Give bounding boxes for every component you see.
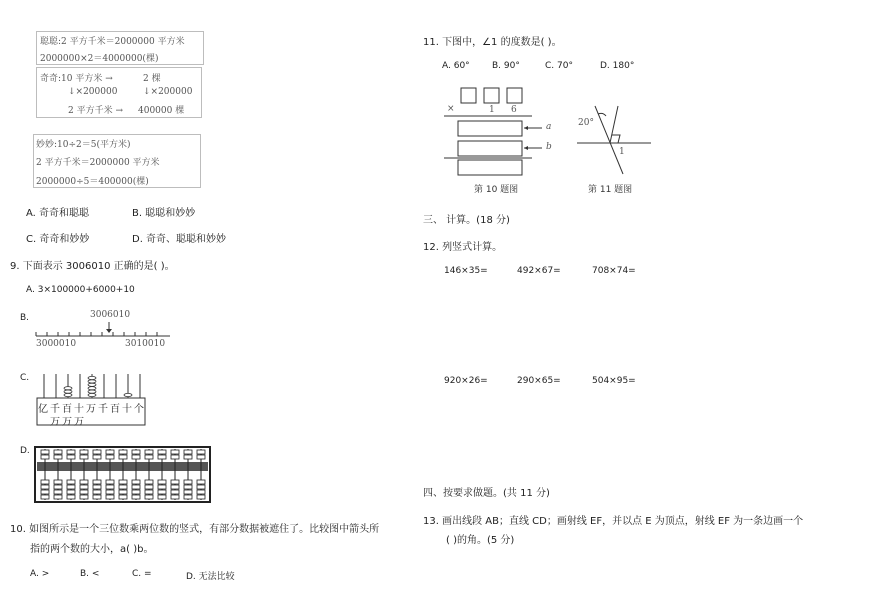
cf-label-7: 十 <box>122 404 132 415</box>
qiqi-line3b: 400000 棵 <box>138 106 185 116</box>
fig11-right-angle-mark <box>612 135 620 143</box>
fig10-result-box <box>458 160 522 175</box>
cf-label-5: 千 <box>98 404 108 415</box>
q11-option-c: C. 70° <box>545 61 573 71</box>
section-3-heading: 三、 计算。(18 分) <box>423 215 510 226</box>
q8-option-d: D. 奇奇、聪聪和妙妙 <box>132 234 227 245</box>
q13-line1: 13. 画出线段 AB；直线 CD；画射线 EF，并以点 E 为顶点，射线 EF 为一条边画一个 <box>423 516 804 527</box>
miaomiao-line2: 2 平方千米＝2000000 平方米 <box>36 158 160 168</box>
cf-label-1: 千 <box>50 404 60 415</box>
q8-option-c: C. 奇奇和妙妙 <box>26 234 90 245</box>
q10-option-d: D. 无法比较 <box>186 572 235 582</box>
fig10-partial-product-b <box>458 141 522 156</box>
q9-stem: 9. 下面表示 3006010 正确的是( )。 <box>10 261 175 272</box>
q9-option-a: A. 3×100000+6000+10 <box>26 285 135 295</box>
cf-label-4: 万 <box>86 404 96 415</box>
calc-6: 504×95= <box>592 376 636 386</box>
q10-option-a: A. > <box>30 569 50 579</box>
calc-4: 920×26= <box>444 376 488 386</box>
q11-option-b: B. 90° <box>492 61 520 71</box>
number-line-left-label: 3000010 <box>36 339 77 349</box>
fig10-label-b: b <box>546 142 552 152</box>
counting-frame-labels-bottom <box>49 413 85 428</box>
fig-q11-svg <box>575 98 655 178</box>
qiqi-mul2: ↓×200000 <box>143 87 193 97</box>
cf-label-8: 个 <box>134 404 144 415</box>
fig-q10-svg <box>444 85 559 180</box>
q8-option-a: A. 奇奇和聪聪 <box>26 208 90 219</box>
fig11-perpendicular-line <box>610 106 618 143</box>
number-line-arrowhead <box>106 329 112 333</box>
q10-stem-line2: 指的两个数的大小，a( )b。 <box>30 544 154 555</box>
fig10-cover-box-2 <box>484 88 499 103</box>
congcong-line1: 聪聪:2 平方千米＝2000000 平方米 <box>40 37 185 47</box>
qiqi-line1b: 2 棵 <box>143 74 161 84</box>
cf-label-0: 亿 <box>38 404 48 415</box>
q10-stem-line1: 10. 如图所示是一个三位数乘两位数的竖式，有部分数据被遮住了。比较图中箭头所 <box>10 524 380 535</box>
q9-option-c-label: C. <box>20 373 30 383</box>
miaomiao-line1: 妙妙:10÷2＝5(平方米) <box>36 140 131 150</box>
fig10-cover-box-1 <box>461 88 476 103</box>
fig11-caption: 第 11 题图 <box>588 185 633 195</box>
q13-line2: ( )的角。(5 分) <box>446 535 515 546</box>
q11-option-a: A. 60° <box>442 61 470 71</box>
cf-label-2: 百 <box>62 404 72 415</box>
fig10-arrow-a-head <box>524 126 528 130</box>
qiqi-line1a: 奇奇:10 平方米 → <box>40 74 113 84</box>
q9-option-b-label: B. <box>20 313 30 323</box>
q11-option-d: D. 180° <box>600 61 635 71</box>
qiqi-line3a: 2 平方千米 → <box>68 106 123 116</box>
section-4-heading: 四、按要求做题。(共 11 分) <box>423 488 550 499</box>
fig10-digit-1: 1 <box>489 105 495 115</box>
number-line-top-label: 3006010 <box>90 310 131 320</box>
counting-frame-beads <box>64 376 132 396</box>
fig11-angle-label: 20° <box>578 118 594 128</box>
q8-option-b: B. 聪聪和妙妙 <box>132 208 196 219</box>
q9-option-d-label: D. <box>20 446 30 456</box>
miaomiao-line3: 2000000÷5＝400000(棵) <box>36 177 149 187</box>
calc-1: 146×35= <box>444 266 488 276</box>
fig10-caption: 第 10 题图 <box>474 185 519 195</box>
fig10-partial-product-a <box>458 121 522 136</box>
congcong-line2: 2000000×2＝4000000(棵) <box>40 54 159 64</box>
cf-sublabel-0: 万 <box>50 417 60 428</box>
number-line-right-label: 3010010 <box>125 339 166 349</box>
fig10-label-a: a <box>546 122 552 132</box>
cf-sublabel-1: 万 <box>62 417 72 428</box>
number-line-ticks <box>36 332 157 336</box>
abacus-figure <box>34 446 212 504</box>
fig10-cover-box-3 <box>507 88 522 103</box>
cf-label-6: 百 <box>110 404 120 415</box>
fig-q10 <box>444 85 559 180</box>
fig-q11 <box>575 98 655 178</box>
fig11-label-1: 1 <box>619 147 625 157</box>
q11-stem: 11. 下图中，∠1 的度数是( )。 <box>423 37 562 48</box>
q12-stem: 12. 列竖式计算。 <box>423 242 503 253</box>
fig10-times-sign: × <box>447 104 455 114</box>
qiqi-mul1: ↓×200000 <box>68 87 118 97</box>
fig10-arrow-b-head <box>524 146 528 150</box>
abacus-svg <box>34 446 212 504</box>
cf-label-3: 十 <box>74 404 84 415</box>
q10-option-b: B. < <box>80 569 100 579</box>
fig10-digit-6: 6 <box>511 105 517 115</box>
calc-3: 708×74= <box>592 266 636 276</box>
q10-option-c: C. = <box>132 569 152 579</box>
calc-5: 290×65= <box>517 376 561 386</box>
calc-2: 492×67= <box>517 266 561 276</box>
cf-sublabel-2: 万 <box>74 417 84 428</box>
